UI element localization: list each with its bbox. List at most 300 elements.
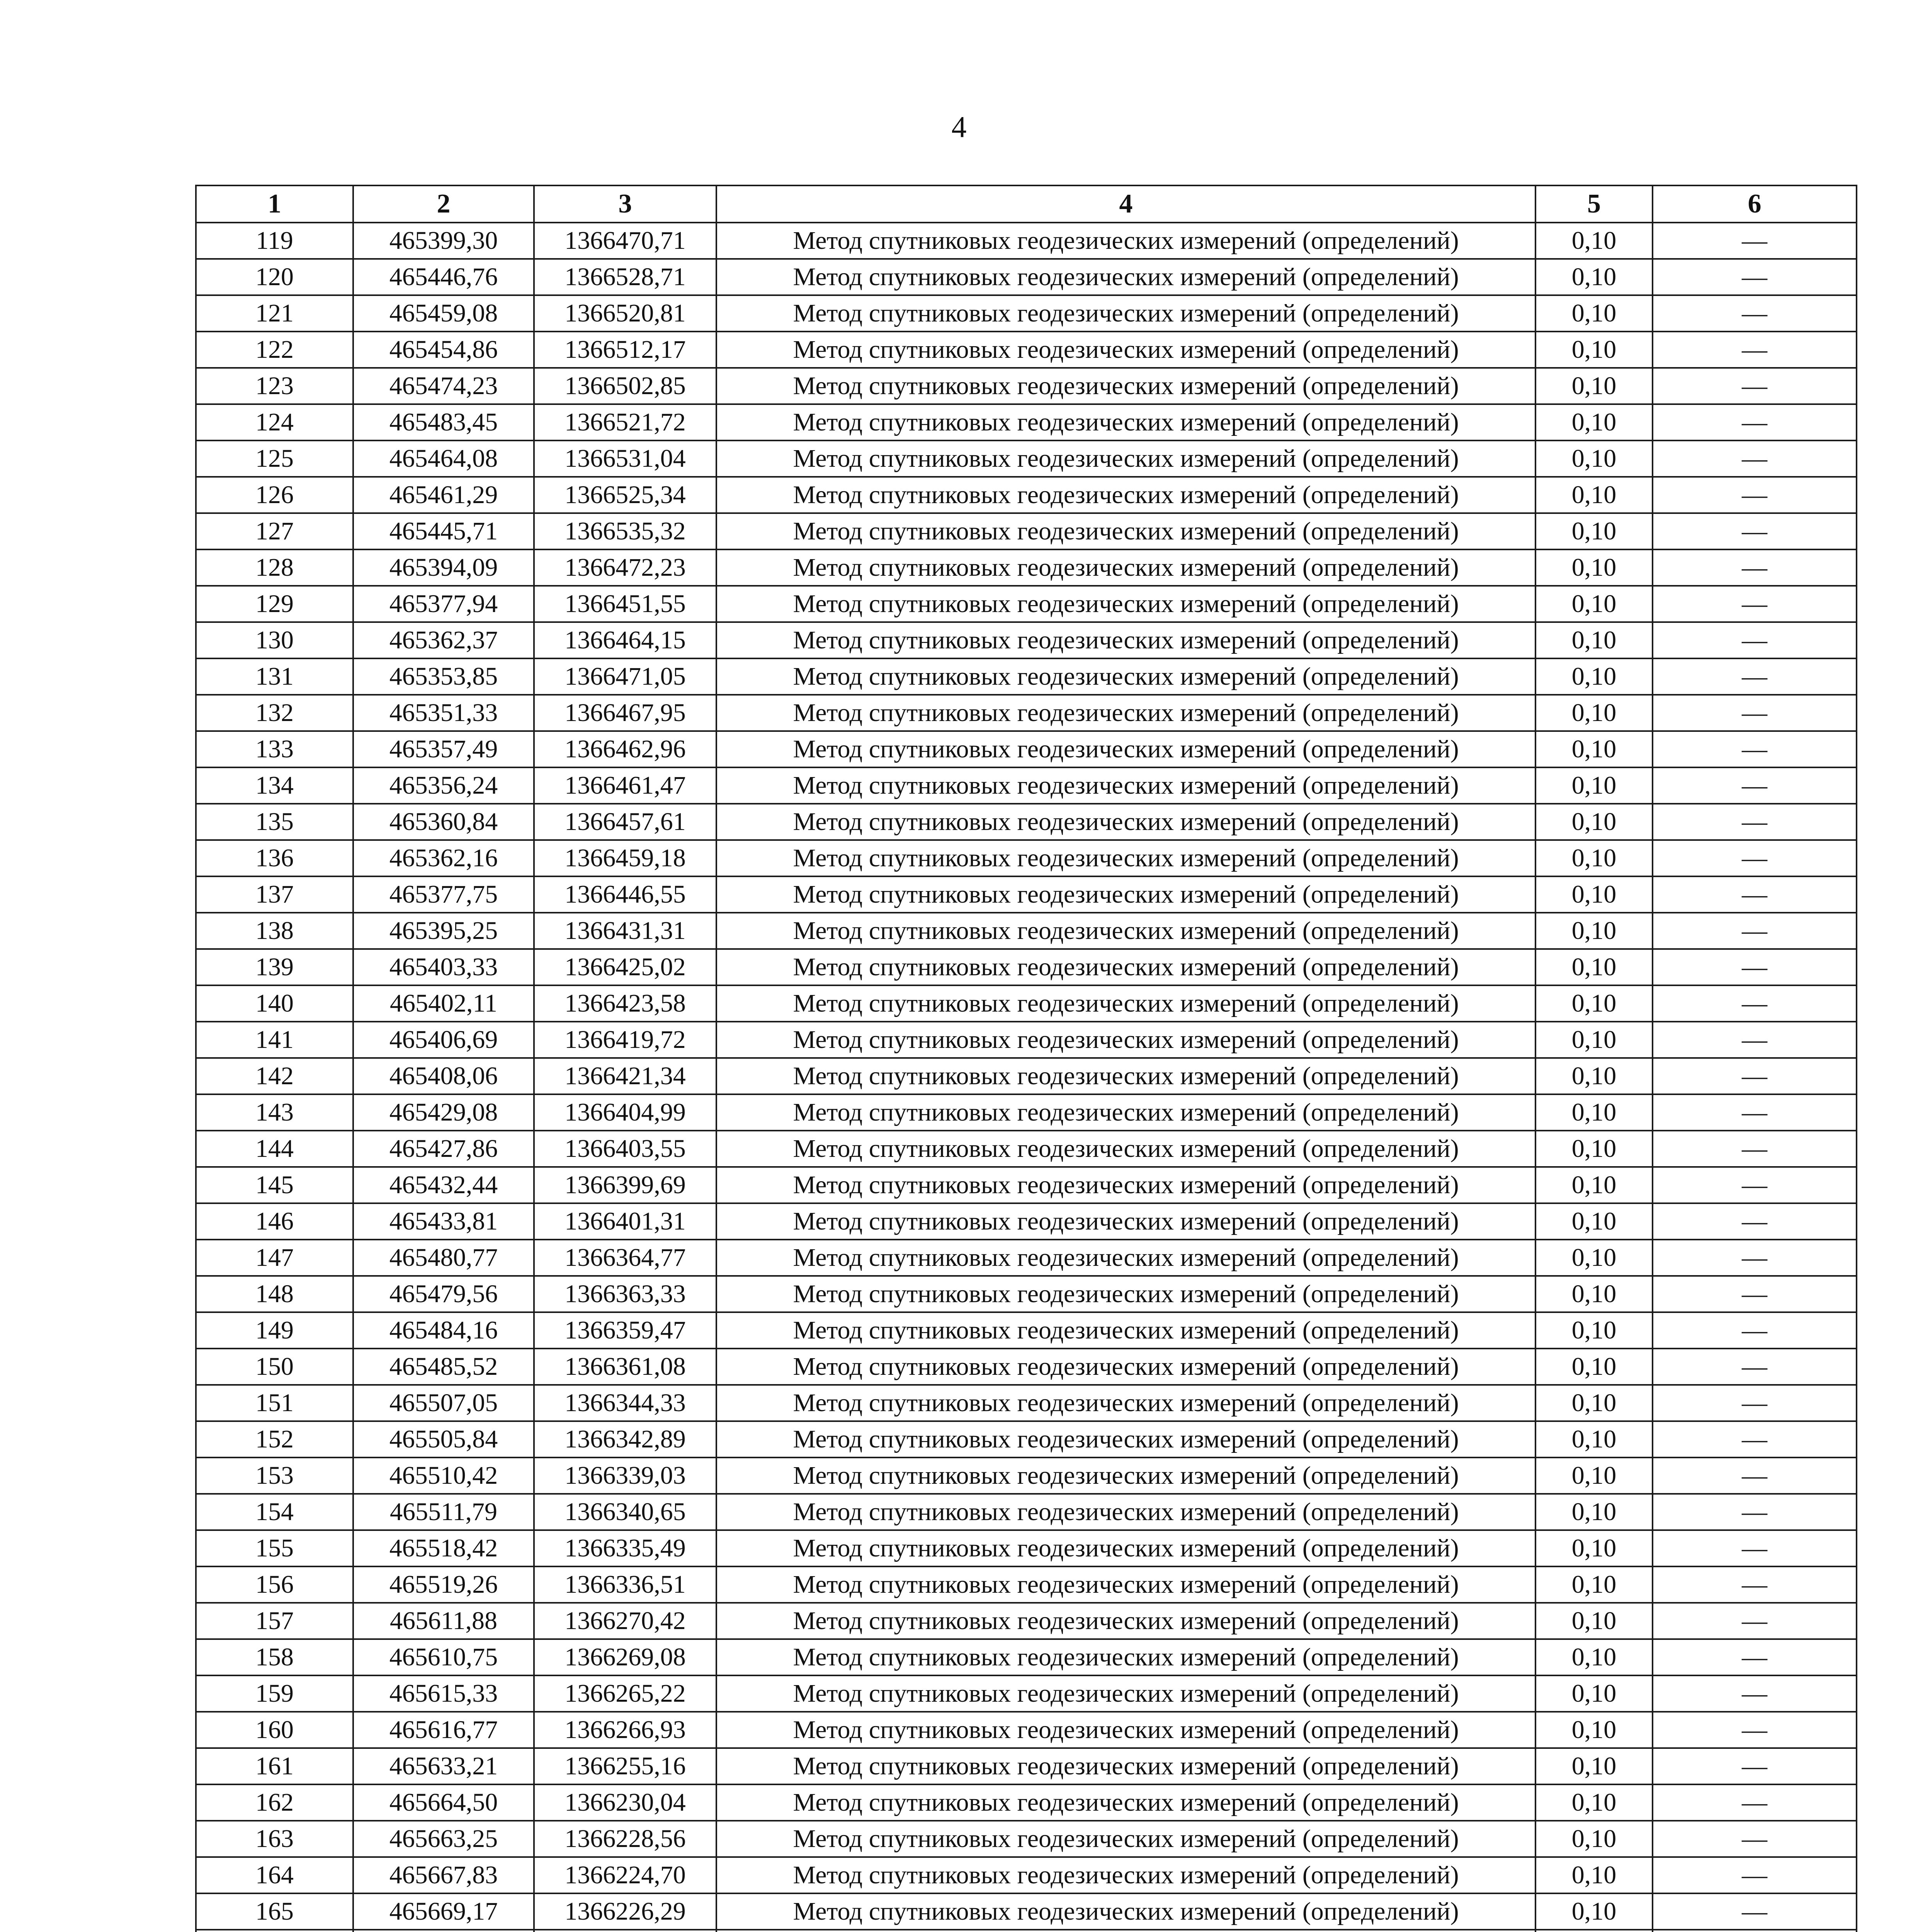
note-cell: —: [1653, 368, 1857, 404]
table-row: [196, 767, 1857, 804]
table-row: [196, 1276, 1857, 1312]
accuracy-cell: 0,10: [1535, 1276, 1653, 1312]
note-cell: —: [1653, 1385, 1857, 1421]
note-cell: —: [1653, 1312, 1857, 1349]
x-coordinate-cell: 465454,86: [353, 332, 534, 368]
method-cell: Метод спутниковых геодезических измерений (определений): [716, 440, 1535, 477]
method-cell: Метод спутниковых геодезических измерений (определений): [716, 767, 1535, 804]
y-coordinate-cell: 1366531,04: [534, 440, 716, 477]
x-coordinate-cell: 465474,23: [353, 368, 534, 404]
point-number-cell: 156: [196, 1566, 353, 1603]
accuracy-cell: 0,10: [1535, 1312, 1653, 1349]
table-row: [196, 695, 1857, 731]
column-header: 4: [716, 185, 1535, 223]
accuracy-cell: 0,10: [1535, 658, 1653, 695]
y-coordinate-cell: 1366404,99: [534, 1094, 716, 1131]
y-coordinate-cell: 1366359,47: [534, 1312, 716, 1349]
accuracy-cell: 0,10: [1535, 549, 1653, 586]
point-number-cell: 123: [196, 368, 353, 404]
x-coordinate-cell: 465429,08: [353, 1094, 534, 1131]
table-row: [196, 1203, 1857, 1240]
method-cell: Метод спутниковых геодезических измерений (определений): [716, 513, 1535, 549]
accuracy-cell: 0,10: [1535, 1893, 1653, 1930]
accuracy-cell: 0,10: [1535, 1349, 1653, 1385]
method-cell: Метод спутниковых геодезических измерений (определений): [716, 949, 1535, 985]
method-cell: Метод спутниковых геодезических измерений (определений): [716, 876, 1535, 913]
method-cell: Метод спутниковых геодезических измерений (определений): [716, 259, 1535, 295]
y-coordinate-cell: 1366525,34: [534, 477, 716, 513]
table-row: [196, 1240, 1857, 1276]
table-row: [196, 1421, 1857, 1458]
note-cell: —: [1653, 1857, 1857, 1893]
y-coordinate-cell: 1366364,77: [534, 1240, 716, 1276]
accuracy-cell: 0,10: [1535, 1385, 1653, 1421]
accuracy-cell: 0,10: [1535, 1458, 1653, 1494]
y-coordinate-cell: 1366419,72: [534, 1022, 716, 1058]
y-coordinate-cell: 1366461,47: [534, 767, 716, 804]
table-row: [196, 404, 1857, 440]
note-cell: —: [1653, 913, 1857, 949]
note-cell: —: [1653, 949, 1857, 985]
point-number-cell: 148: [196, 1276, 353, 1312]
coordinates-table: [195, 185, 1857, 1932]
method-cell: Метод спутниковых геодезических измерений (определений): [716, 295, 1535, 332]
table-row: [196, 1784, 1857, 1821]
table-header-row: [196, 185, 1857, 223]
y-coordinate-cell: 1366512,17: [534, 332, 716, 368]
point-number-cell: 120: [196, 259, 353, 295]
y-coordinate-cell: 1366471,05: [534, 658, 716, 695]
table-row: [196, 1312, 1857, 1349]
method-cell: Метод спутниковых геодезических измерений (определений): [716, 1094, 1535, 1131]
point-number-cell: 138: [196, 913, 353, 949]
accuracy-cell: 0,10: [1535, 1712, 1653, 1748]
accuracy-cell: 0,10: [1535, 1240, 1653, 1276]
table-row: [196, 731, 1857, 767]
method-cell: Метод спутниковых геодезических измерений (определений): [716, 1857, 1535, 1893]
point-number-cell: 157: [196, 1603, 353, 1639]
column-header: 2: [353, 185, 534, 223]
table-row: [196, 913, 1857, 949]
accuracy-cell: 0,10: [1535, 767, 1653, 804]
y-coordinate-cell: 1366425,02: [534, 949, 716, 985]
table-row: [196, 1349, 1857, 1385]
note-cell: —: [1653, 1421, 1857, 1458]
method-cell: Метод спутниковых геодезических измерений (определений): [716, 1712, 1535, 1748]
x-coordinate-cell: 465511,79: [353, 1494, 534, 1530]
x-coordinate-cell: 465611,88: [353, 1603, 534, 1639]
note-cell: —: [1653, 767, 1857, 804]
x-coordinate-cell: 465408,06: [353, 1058, 534, 1094]
accuracy-cell: 0,10: [1535, 223, 1653, 259]
note-cell: —: [1653, 1603, 1857, 1639]
y-coordinate-cell: 1366528,71: [534, 259, 716, 295]
table-row: [196, 840, 1857, 876]
point-number-cell: 128: [196, 549, 353, 586]
note-cell: —: [1653, 1349, 1857, 1385]
y-coordinate-cell: 1366269,08: [534, 1639, 716, 1675]
note-cell: —: [1653, 1784, 1857, 1821]
note-cell: —: [1653, 1712, 1857, 1748]
point-number-cell: 136: [196, 840, 353, 876]
method-cell: Метод спутниковых геодезических измерений (определений): [716, 1167, 1535, 1203]
note-cell: —: [1653, 1748, 1857, 1784]
table-row: [196, 1058, 1857, 1094]
table-row: [196, 513, 1857, 549]
x-coordinate-cell: 465485,52: [353, 1349, 534, 1385]
point-number-cell: 162: [196, 1784, 353, 1821]
table-row: [196, 1821, 1857, 1857]
table-row: [196, 1930, 1857, 1932]
note-cell: —: [1653, 549, 1857, 586]
table-row: [196, 1094, 1857, 1131]
method-cell: Метод спутниковых геодезических измерений (определений): [716, 477, 1535, 513]
table-row: [196, 1675, 1857, 1712]
point-number-cell: 141: [196, 1022, 353, 1058]
accuracy-cell: 0,10: [1535, 332, 1653, 368]
x-coordinate-cell: 465356,24: [353, 767, 534, 804]
accuracy-cell: 0,10: [1535, 913, 1653, 949]
x-coordinate-cell: 465667,83: [353, 1857, 534, 1893]
table-row: [196, 1712, 1857, 1748]
note-cell: —: [1653, 1276, 1857, 1312]
x-coordinate-cell: 465377,94: [353, 586, 534, 622]
x-coordinate-cell: 465663,25: [353, 1821, 534, 1857]
note-cell: —: [1653, 1821, 1857, 1857]
point-number-cell: 147: [196, 1240, 353, 1276]
point-number-cell: 145: [196, 1167, 353, 1203]
table-row: [196, 1494, 1857, 1530]
y-coordinate-cell: 1366431,31: [534, 913, 716, 949]
method-cell: Метод спутниковых геодезических измерений (определений): [716, 985, 1535, 1022]
note-cell: —: [1653, 1675, 1857, 1712]
point-number-cell: 164: [196, 1857, 353, 1893]
table-row: [196, 332, 1857, 368]
note-cell: —: [1653, 223, 1857, 259]
note-cell: —: [1653, 1566, 1857, 1603]
x-coordinate-cell: 465615,33: [353, 1675, 534, 1712]
method-cell: Метод спутниковых геодезических измерений (определений): [716, 1276, 1535, 1312]
accuracy-cell: 0,10: [1535, 876, 1653, 913]
y-coordinate-cell: 1366344,33: [534, 1385, 716, 1421]
point-number-cell: 149: [196, 1312, 353, 1349]
y-coordinate-cell: 1366336,51: [534, 1566, 716, 1603]
method-cell: Метод спутниковых геодезических измерений (определений): [716, 1312, 1535, 1349]
y-coordinate-cell: 1366535,32: [534, 513, 716, 549]
accuracy-cell: 0,10: [1535, 586, 1653, 622]
point-number-cell: 130: [196, 622, 353, 658]
table-row: [196, 876, 1857, 913]
table-row: [196, 477, 1857, 513]
x-coordinate-cell: 465351,33: [353, 695, 534, 731]
note-cell: —: [1653, 440, 1857, 477]
point-number-cell: [196, 1930, 353, 1932]
y-coordinate-cell: 1366457,61: [534, 804, 716, 840]
y-coordinate-cell: 1366399,69: [534, 1167, 716, 1203]
x-coordinate-cell: 465432,44: [353, 1167, 534, 1203]
y-coordinate-cell: 1366224,70: [534, 1857, 716, 1893]
y-coordinate-cell: 1366339,03: [534, 1458, 716, 1494]
method-cell: Метод спутниковых геодезических измерений (определений): [716, 1022, 1535, 1058]
point-number-cell: 152: [196, 1421, 353, 1458]
y-coordinate-cell: 1366421,34: [534, 1058, 716, 1094]
method-cell: Метод спутниковых геодезических измерений (определений): [716, 1131, 1535, 1167]
accuracy-cell: 0,10: [1535, 1494, 1653, 1530]
method-cell: Метод спутниковых геодезических измерений (определений): [716, 731, 1535, 767]
accuracy-cell: 0,10: [1535, 1821, 1653, 1857]
table-row: [196, 1639, 1857, 1675]
y-coordinate-cell: 1366335,49: [534, 1530, 716, 1566]
y-coordinate-cell: 1366266,93: [534, 1712, 716, 1748]
column-header: 3: [534, 185, 716, 223]
table-row: [196, 1131, 1857, 1167]
table-row: [196, 949, 1857, 985]
accuracy-cell: 0,10: [1535, 1421, 1653, 1458]
note-cell: —: [1653, 804, 1857, 840]
accuracy-cell: 0,10: [1535, 1530, 1653, 1566]
y-coordinate-cell: 1366472,23: [534, 549, 716, 586]
method-cell: Метод спутниковых геодезических измерений (определений): [716, 622, 1535, 658]
note-cell: —: [1653, 332, 1857, 368]
table-row: [196, 1857, 1857, 1893]
method-cell: Метод спутниковых геодезических измерений (определений): [716, 658, 1535, 695]
point-number-cell: 146: [196, 1203, 353, 1240]
table-row: [196, 1022, 1857, 1058]
note-cell: —: [1653, 404, 1857, 440]
method-cell: Метод спутниковых геодезических измерений (определений): [716, 1530, 1535, 1566]
accuracy-cell: 0,10: [1535, 1022, 1653, 1058]
point-number-cell: 134: [196, 767, 353, 804]
y-coordinate-cell: 1366464,15: [534, 622, 716, 658]
accuracy-cell: [1535, 1930, 1653, 1932]
point-number-cell: 158: [196, 1639, 353, 1675]
table-row: [196, 223, 1857, 259]
note-cell: —: [1653, 1131, 1857, 1167]
x-coordinate-cell: 465461,29: [353, 477, 534, 513]
table-row: [196, 1893, 1857, 1930]
note-cell: —: [1653, 259, 1857, 295]
x-coordinate-cell: 465616,77: [353, 1712, 534, 1748]
method-cell: Метод спутниковых геодезических измерений (определений): [716, 332, 1535, 368]
accuracy-cell: 0,10: [1535, 695, 1653, 731]
method-cell: Метод спутниковых геодезических измерений (определений): [716, 840, 1535, 876]
method-cell: Метод спутниковых геодезических измерений (определений): [716, 695, 1535, 731]
note-cell: —: [1653, 477, 1857, 513]
accuracy-cell: 0,10: [1535, 949, 1653, 985]
method-cell: Метод спутниковых геодезических измерений (определений): [716, 804, 1535, 840]
y-coordinate-cell: 1366361,08: [534, 1349, 716, 1385]
x-coordinate-cell: 465427,86: [353, 1131, 534, 1167]
x-coordinate-cell: 465519,26: [353, 1566, 534, 1603]
note-cell: —: [1653, 1058, 1857, 1094]
note-cell: —: [1653, 1203, 1857, 1240]
y-coordinate-cell: 1366226,29: [534, 1893, 716, 1930]
table-row: [196, 440, 1857, 477]
accuracy-cell: 0,10: [1535, 1603, 1653, 1639]
point-number-cell: 151: [196, 1385, 353, 1421]
y-coordinate-cell: 1366423,58: [534, 985, 716, 1022]
x-coordinate-cell: 465362,16: [353, 840, 534, 876]
note-cell: —: [1653, 1458, 1857, 1494]
y-coordinate-cell: 1366502,85: [534, 368, 716, 404]
method-cell: Метод спутниковых геодезических измерений (определений): [716, 368, 1535, 404]
table-row: [196, 1603, 1857, 1639]
method-cell: Метод спутниковых геодезических измерений (определений): [716, 586, 1535, 622]
accuracy-cell: 0,10: [1535, 804, 1653, 840]
point-number-cell: 161: [196, 1748, 353, 1784]
x-coordinate-cell: 465403,33: [353, 949, 534, 985]
note-cell: —: [1653, 1167, 1857, 1203]
x-coordinate-cell: 465395,25: [353, 913, 534, 949]
table-row: [196, 658, 1857, 695]
x-coordinate-cell: 465399,30: [353, 223, 534, 259]
table-row: [196, 259, 1857, 295]
table-row: [196, 1530, 1857, 1566]
point-number-cell: 165: [196, 1893, 353, 1930]
point-number-cell: 139: [196, 949, 353, 985]
point-number-cell: 153: [196, 1458, 353, 1494]
x-coordinate-cell: 465402,11: [353, 985, 534, 1022]
table-row: [196, 622, 1857, 658]
table-row: [196, 1385, 1857, 1421]
method-cell: Метод спутниковых геодезических измерений (определений): [716, 1893, 1535, 1930]
note-cell: —: [1653, 586, 1857, 622]
x-coordinate-cell: 465446,76: [353, 259, 534, 295]
note-cell: —: [1653, 513, 1857, 549]
note-cell: [1653, 1930, 1857, 1932]
accuracy-cell: 0,10: [1535, 1748, 1653, 1784]
y-coordinate-cell: 1366255,16: [534, 1748, 716, 1784]
method-cell: [716, 1930, 1535, 1932]
accuracy-cell: 0,10: [1535, 1167, 1653, 1203]
note-cell: —: [1653, 295, 1857, 332]
column-header: 5: [1535, 185, 1653, 223]
table-row: [196, 1566, 1857, 1603]
accuracy-cell: 0,10: [1535, 1094, 1653, 1131]
table-row: [196, 1748, 1857, 1784]
x-coordinate-cell: 465459,08: [353, 295, 534, 332]
y-coordinate-cell: 1366342,89: [534, 1421, 716, 1458]
accuracy-cell: 0,10: [1535, 1203, 1653, 1240]
x-coordinate-cell: 465669,17: [353, 1893, 534, 1930]
x-coordinate-cell: 465377,75: [353, 876, 534, 913]
y-coordinate-cell: 1366340,65: [534, 1494, 716, 1530]
y-coordinate-cell: 1366451,55: [534, 586, 716, 622]
x-coordinate-cell: 465479,56: [353, 1276, 534, 1312]
note-cell: —: [1653, 622, 1857, 658]
x-coordinate-cell: 465445,71: [353, 513, 534, 549]
x-coordinate-cell: 465394,09: [353, 549, 534, 586]
point-number-cell: 144: [196, 1131, 353, 1167]
x-coordinate-cell: 465483,45: [353, 404, 534, 440]
method-cell: Метод спутниковых геодезических измерений (определений): [716, 1203, 1535, 1240]
note-cell: —: [1653, 1893, 1857, 1930]
accuracy-cell: 0,10: [1535, 295, 1653, 332]
table-row: [196, 295, 1857, 332]
point-number-cell: 122: [196, 332, 353, 368]
point-number-cell: 163: [196, 1821, 353, 1857]
method-cell: Метод спутниковых геодезических измерений (определений): [716, 913, 1535, 949]
method-cell: Метод спутниковых геодезических измерений (определений): [716, 1675, 1535, 1712]
accuracy-cell: 0,10: [1535, 1675, 1653, 1712]
accuracy-cell: 0,10: [1535, 985, 1653, 1022]
note-cell: —: [1653, 1094, 1857, 1131]
y-coordinate-cell: 1366462,96: [534, 731, 716, 767]
note-cell: —: [1653, 658, 1857, 695]
x-coordinate-cell: 465357,49: [353, 731, 534, 767]
method-cell: Метод спутниковых геодезических измерений (определений): [716, 1240, 1535, 1276]
method-cell: Метод спутниковых геодезических измерений (определений): [716, 1458, 1535, 1494]
y-coordinate-cell: 1366470,71: [534, 223, 716, 259]
y-coordinate-cell: 1366228,56: [534, 1821, 716, 1857]
x-coordinate-cell: 465664,50: [353, 1784, 534, 1821]
point-number-cell: 154: [196, 1494, 353, 1530]
accuracy-cell: 0,10: [1535, 840, 1653, 876]
method-cell: Метод спутниковых геодезических измерений (определений): [716, 1385, 1535, 1421]
note-cell: —: [1653, 985, 1857, 1022]
x-coordinate-cell: 465464,08: [353, 440, 534, 477]
x-coordinate-cell: 465362,37: [353, 622, 534, 658]
accuracy-cell: 0,10: [1535, 1131, 1653, 1167]
x-coordinate-cell: 465406,69: [353, 1022, 534, 1058]
point-number-cell: 160: [196, 1712, 353, 1748]
x-coordinate-cell: 465505,84: [353, 1421, 534, 1458]
note-cell: —: [1653, 840, 1857, 876]
y-coordinate-cell: 1366459,18: [534, 840, 716, 876]
table-row: [196, 586, 1857, 622]
point-number-cell: 126: [196, 477, 353, 513]
table-body: [196, 223, 1857, 1932]
y-coordinate-cell: 1366403,55: [534, 1131, 716, 1167]
accuracy-cell: 0,10: [1535, 368, 1653, 404]
point-number-cell: 124: [196, 404, 353, 440]
y-coordinate-cell: 1366265,22: [534, 1675, 716, 1712]
x-coordinate-cell: 465484,16: [353, 1312, 534, 1349]
note-cell: —: [1653, 876, 1857, 913]
method-cell: Метод спутниковых геодезических измерений (определений): [716, 549, 1535, 586]
point-number-cell: 129: [196, 586, 353, 622]
accuracy-cell: 0,10: [1535, 1857, 1653, 1893]
point-number-cell: 119: [196, 223, 353, 259]
y-coordinate-cell: 1366230,04: [534, 1784, 716, 1821]
method-cell: Метод спутниковых геодезических измерений (определений): [716, 404, 1535, 440]
accuracy-cell: 0,10: [1535, 622, 1653, 658]
point-number-cell: 150: [196, 1349, 353, 1385]
y-coordinate-cell: 1366520,81: [534, 295, 716, 332]
table-row: [196, 804, 1857, 840]
x-coordinate-cell: 465510,42: [353, 1458, 534, 1494]
point-number-cell: 125: [196, 440, 353, 477]
column-header: 1: [196, 185, 353, 223]
point-number-cell: 143: [196, 1094, 353, 1131]
y-coordinate-cell: 1366521,72: [534, 404, 716, 440]
table-row: [196, 549, 1857, 586]
y-coordinate-cell: 1366270,42: [534, 1603, 716, 1639]
point-number-cell: 127: [196, 513, 353, 549]
note-cell: —: [1653, 695, 1857, 731]
x-coordinate-cell: [353, 1930, 534, 1932]
x-coordinate-cell: 465353,85: [353, 658, 534, 695]
accuracy-cell: 0,10: [1535, 731, 1653, 767]
point-number-cell: 142: [196, 1058, 353, 1094]
method-cell: Метод спутниковых геодезических измерений (определений): [716, 1821, 1535, 1857]
accuracy-cell: 0,10: [1535, 259, 1653, 295]
column-header: 6: [1653, 185, 1857, 223]
x-coordinate-cell: 465633,21: [353, 1748, 534, 1784]
x-coordinate-cell: 465518,42: [353, 1530, 534, 1566]
x-coordinate-cell: 465507,05: [353, 1385, 534, 1421]
point-number-cell: 155: [196, 1530, 353, 1566]
